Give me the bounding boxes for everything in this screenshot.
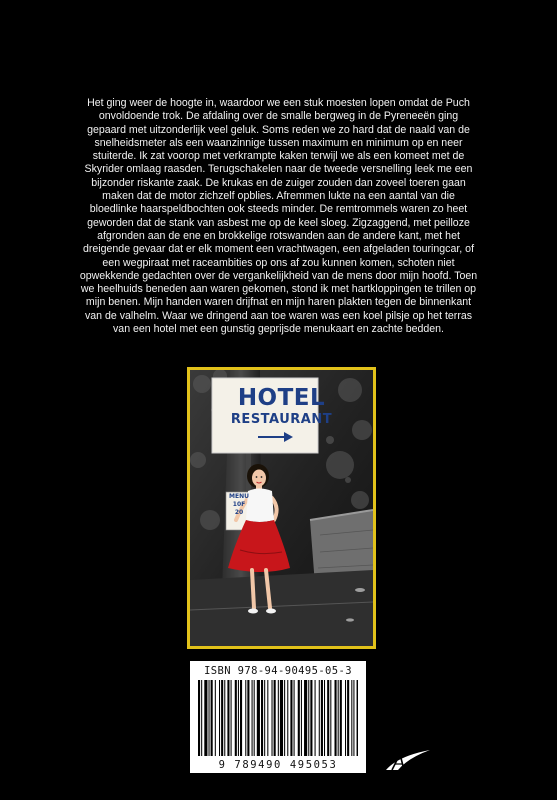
barcode-bar [340,680,342,756]
barcode-bar [278,680,279,756]
menu-line-2: 10F [232,501,246,508]
barcode-bars [198,680,358,756]
barcode-bar [211,680,213,756]
barcode-bar [235,680,237,756]
barcode-bar [327,680,329,756]
barcode-bar [347,680,349,756]
menu-line-1: MENU [229,493,249,500]
barcode-bar [335,680,337,756]
barcode-bar [224,680,225,756]
barcode-bar [267,680,268,756]
hotel-restaurant-pinup-photo [190,370,373,646]
sign-line-restaurant: RESTAURANT [230,412,333,427]
barcode-bar [345,680,346,756]
barcode-bar [301,680,302,756]
cover-photo-frame [187,367,376,649]
barcode-bar [321,680,323,756]
menu-line-3: 20 [234,509,244,516]
barcode-bar [294,680,295,756]
barcode-bar [351,680,352,756]
barcode-bar [284,680,285,756]
barcode-bar [264,680,265,756]
barcode-bar [221,680,223,756]
barcode-bar [304,680,307,756]
barcode-bar [308,680,309,756]
barcode-bar [310,680,312,756]
barcode-bar [280,680,283,756]
publisher-logo-icon [384,748,432,772]
barcode-bar [319,680,320,756]
barcode-bar [324,680,325,756]
barcode-bar [274,680,276,756]
barcode-bar [298,680,300,756]
barcode-bar [227,680,229,756]
barcode-bar [209,680,210,756]
barcode-bar [272,680,273,756]
barcode-bar [219,680,220,756]
barcode-bar [252,680,253,756]
barcode-bar [231,680,232,756]
barcode-digits: 9 789490 495053 [218,759,338,771]
barcode-bar [215,680,216,756]
barcode-bar [257,680,260,756]
barcode-bar [287,680,288,756]
barcode-bar [201,680,202,756]
isbn-label: ISBN 978-94-90495-05-3 [204,665,352,677]
barcode-bar [330,680,331,756]
barcode-bar [315,680,316,756]
back-cover-blurb: Het ging weer de hoogte in, waardoor we een stuk moesten lopen omdat de Puch onvoldoende trok. De afdaling over de smalle bergweg in de Pyreneeën ging gepaard met uitzonderlijk veel geluk. Soms reden we zo hard dat de naald van de snelheidsmeter als een waanzinnige tussen maximum en minimum op en neer stuiterde. Ik zat voorop met verkrampte kaken terwijl we als een komeet met de Skyrider omlaag raasden. Terugschakelen naar de tweede versnelling leek me een bijzonder riskante zaak. De krukas en de zuiger zouden dan zoveel toeren gaan maken dat de motor zichzelf opblies. Afremmen lukte na een aantal van die bloedlinke haarspeldbochten ook steeds minder. De remtrommels waren zo heet geworden dat de stank van asbest me op de keel sloeg. Zigzaggend, met peilloze afgronden aan de ene en brokkelige rotswanden aan de andere kant, met het dreigende gevaar dat er elk moment een vrachtwagen, een afgeladen touringcar, of een wegpiraat met raceambities op ons af zou kunnen komen, schoten niet opwekkende gedachten over de vergankelijkheid van de mens door mijn hoofd. Toen we heelhuids beneden aan waren gekomen, stond ik met hartkloppingen te trillen op mijn benen. Mijn handen waren drijfnat en mijn haren plakten tegen de binnenkant van de valhelm. Waar we dringend aan toe waren was een koel pilsje op het terras van een hotel met een gunstig geprijsde menukaart en zachte bedden. [79,97,478,336]
barcode-bar [261,680,263,756]
sign-line-hotel: HOTEL [237,385,326,411]
barcode-bar [204,680,207,756]
isbn-barcode [190,661,366,773]
barcode-bar [353,680,354,756]
barcode-bar [254,680,255,756]
menu-board-text [226,493,252,517]
barcode-bar [198,680,200,756]
barcode-bar [240,680,242,756]
barcode-bar [357,680,358,756]
barcode-bar [245,680,246,756]
barcode-bar [238,680,239,756]
barcode-bar [247,680,249,756]
barcode-bar [338,680,339,756]
barcode-bar [290,680,292,756]
